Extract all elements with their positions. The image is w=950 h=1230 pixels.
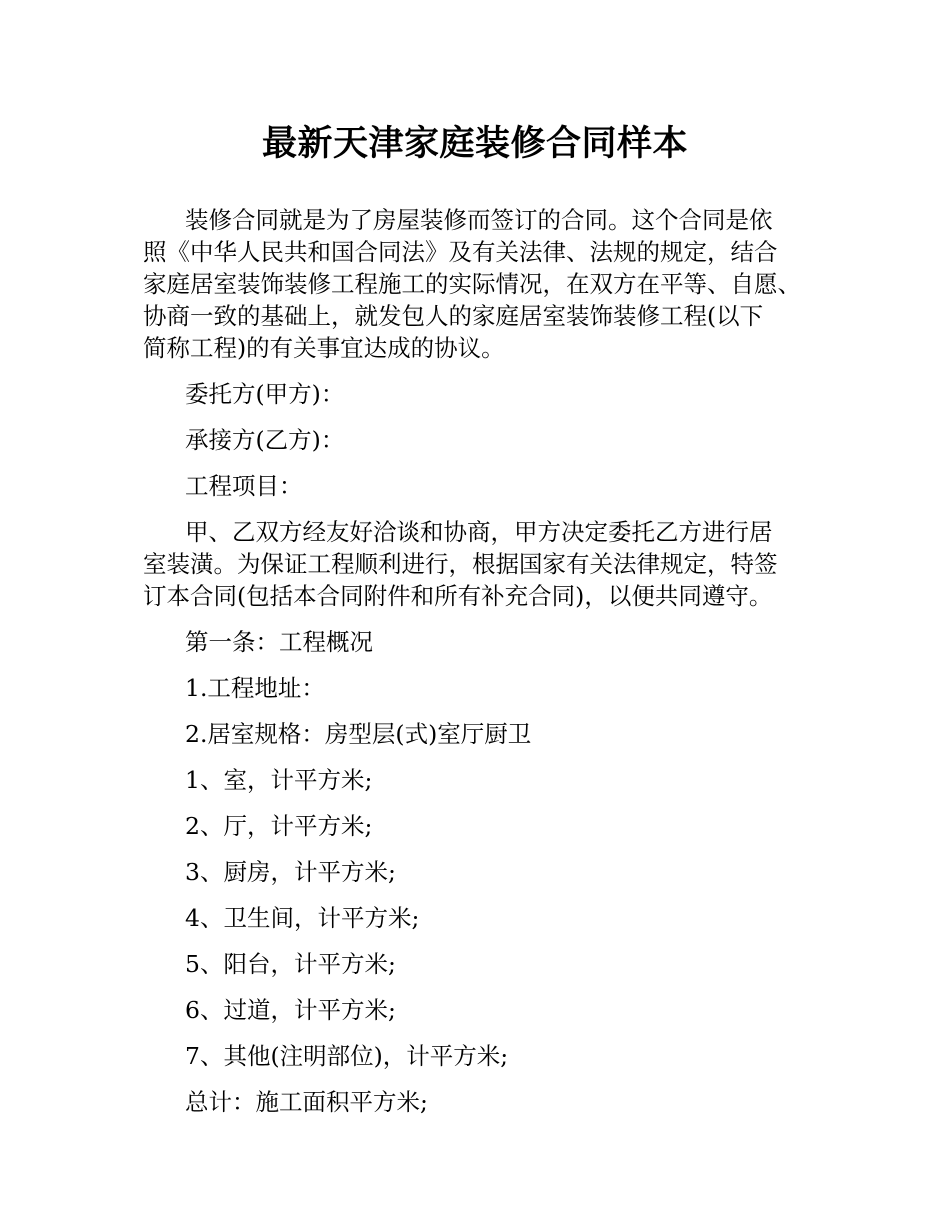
party-a-label: 委托方(甲方)： [185, 380, 345, 408]
project-label: 工程项目： [185, 472, 303, 500]
article-heading: 第一条：工程概况 [185, 628, 373, 656]
intro-line: 装修合同就是为了房屋装修而签订的合同。这个合同是依 [185, 206, 773, 234]
intro-line: 简称工程)的有关事宜达成的协议。 [143, 334, 505, 362]
agreement-line: 室装潢。为保证工程顺利进行，根据国家有关法律规定，特签 [143, 550, 778, 578]
room-item: 7、其他(注明部位)，计平方米; [185, 1042, 509, 1070]
item-address: 1.工程地址： [185, 674, 325, 702]
total-area: 总计：施工面积平方米; [185, 1088, 428, 1116]
item-spec: 2.居室规格：房型层(式)室厅厨卫 [185, 720, 532, 748]
document-title: 最新天津家庭装修合同样本 [261, 124, 688, 164]
room-item: 4、卫生间，计平方米; [185, 904, 420, 932]
intro-line: 家庭居室装饰装修工程施工的实际情况，在双方在平等、自愿、 [143, 270, 801, 298]
room-item: 3、厨房，计平方米; [185, 858, 396, 886]
party-b-label: 承接方(乙方)： [185, 426, 345, 454]
room-item: 5、阳台，计平方米; [185, 950, 396, 978]
intro-line: 协商一致的基础上，就发包人的家庭居室装饰装修工程(以下 [143, 302, 764, 330]
agreement-line: 甲、乙双方经友好洽谈和协商，甲方决定委托乙方进行居 [185, 518, 773, 546]
intro-line: 照《中华人民共和国合同法》及有关法律、法规的规定，结合 [143, 238, 778, 266]
agreement-paragraph [143, 516, 825, 612]
document-body [143, 204, 825, 1118]
intro-paragraph [143, 204, 825, 364]
room-item: 6、过道，计平方米; [185, 996, 396, 1024]
room-item: 2、厅，计平方米; [185, 812, 373, 840]
room-item: 1、室，计平方米; [185, 766, 373, 794]
agreement-line: 订本合同(包括本合同附件和所有补充合同)，以便共同遵守。 [143, 582, 773, 610]
